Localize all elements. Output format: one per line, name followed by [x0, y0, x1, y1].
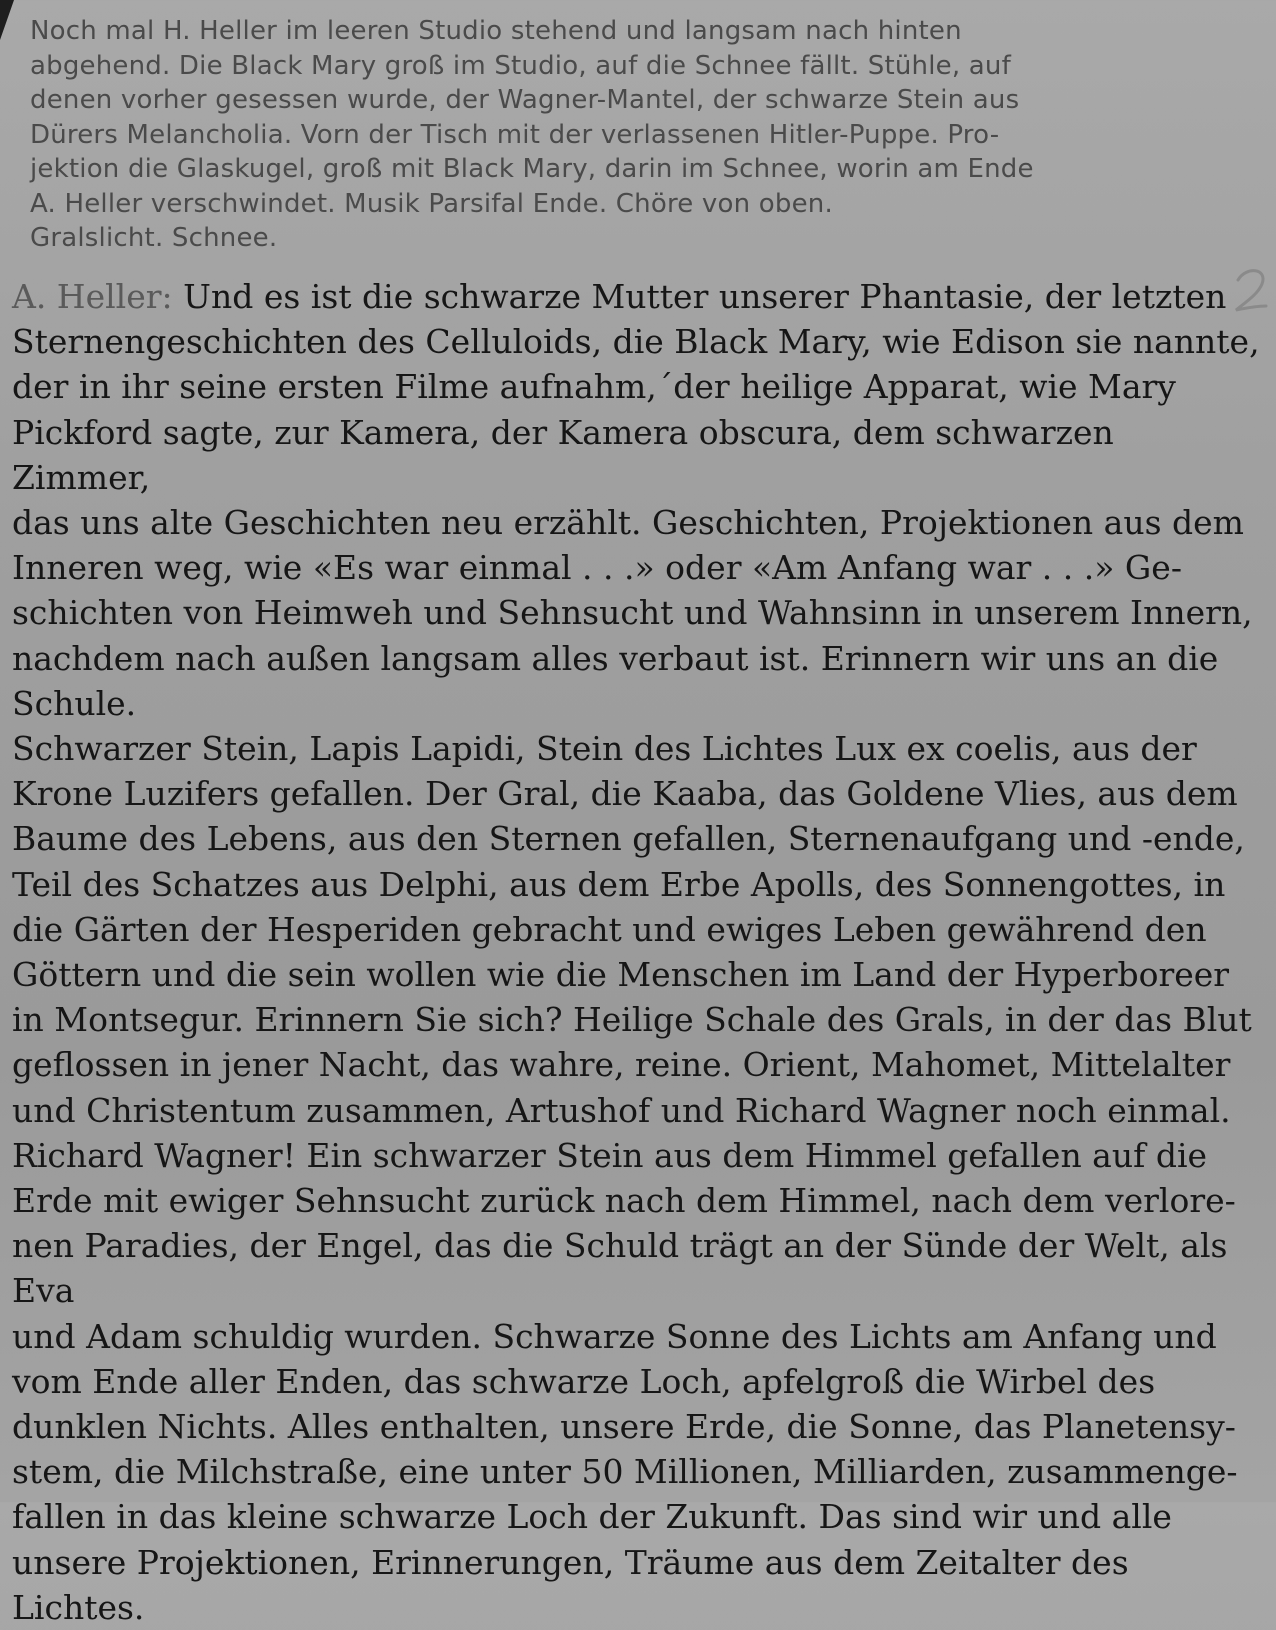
stage-direction: Noch mal H. Heller im leeren Studio stehend und langsam nach hinten abgehend. Die Black Mary groß im Studio, auf die Schnee fällt. Stühle, auf denen vorher gesessen wurde, der Wagner-Mantel, der schwarze Stein aus Dürers Melancholia. Vorn der Tisch mit der verlassenen Hitler-Puppe. Pro- jektion die Glaskugel, groß mit Black Mary, darin im Schnee, worin am Ende A. Heller verschwindet. Musik Parsifal Ende. Chöre von oben. Gralslicht. Schnee. [30, 16, 1034, 253]
pencil-mark-icon [1228, 262, 1272, 322]
page-corner-shadow [0, 0, 14, 40]
speech-paragraph-1: Und es ist die schwarze Mutter unserer Phantasie, der letzten Sternengeschichten des Celluloids, die Black Mary, wie Edison sie nannte, der in ihr seine ersten Filme aufnahm,´der heilige Apparat, wie Mary Pickford sagte, zur Kamera, der Kamera obscura, dem schwarzen Zimmer, das uns alte Geschichten neu erzählt. Geschichten, Projektionen aus dem Inneren weg, wie «Es war einmal . . .» oder «Am Anfang war . . .» Ge- schichten von Heimweh und Sehnsucht und Wahnsinn in unserem Innern, nachdem nach außen langsam alles verbaut ist. Erinnern wir uns an die Schule. [12, 277, 1260, 723]
speech-text [12, 274, 1262, 1630]
speech-paragraph-2: Schwarzer Stein, Lapis Lapidi, Stein des Lichtes Lux ex coelis, aus der Krone Luzifers gefallen. Der Gral, die Kaaba, das Goldene Vlies, aus dem Baume des Lebens, aus den Sternen gefallen, Sternenaufgang und -ende, Teil des Schatzes aus Delphi, aus dem Erbe Apolls, des Sonnengottes, in die Gärten der Hesperiden gebracht und ewiges Leben gewährend den Göttern und die sein wollen wie die Menschen im Land der Hyperboreer in Montsegur. Erinnern Sie sich? Heilige Schale des Grals, in der das Blut geflossen in jener Nacht, das wahre, reine. Orient, Mahomet, Mittelalter und Christentum zusammen, Artushof und Richard Wagner noch einmal. Richard Wagner! Ein schwarzer Stein aus dem Himmel gefallen auf die Erde mit ewiger Sehnsucht zurück nach dem Himmel, nach dem verlore- nen Paradies, der Engel, das die Schuld trägt an der Sünde der Welt, als Eva und Adam schuldig wurden. Schwarze Sonne des Lichts am Anfang und vom Ende aller Enden, das schwarze Loch, apfelgroß die Wirbel des dunklen Nichts. Alles enthalten, unsere Erde, die Sonne, das Planetensy- stem, die Milchstraße, eine unter 50 Millionen, Milliarden, zusammenge- fallen in das kleine schwarze Loch der Zukunft. Das sind wir und alle unsere Projektionen, Erinnerungen, Träume aus dem Zeitalter des Lichtes. [12, 729, 1252, 1627]
speaker-label: A. Heller: [12, 277, 173, 316]
